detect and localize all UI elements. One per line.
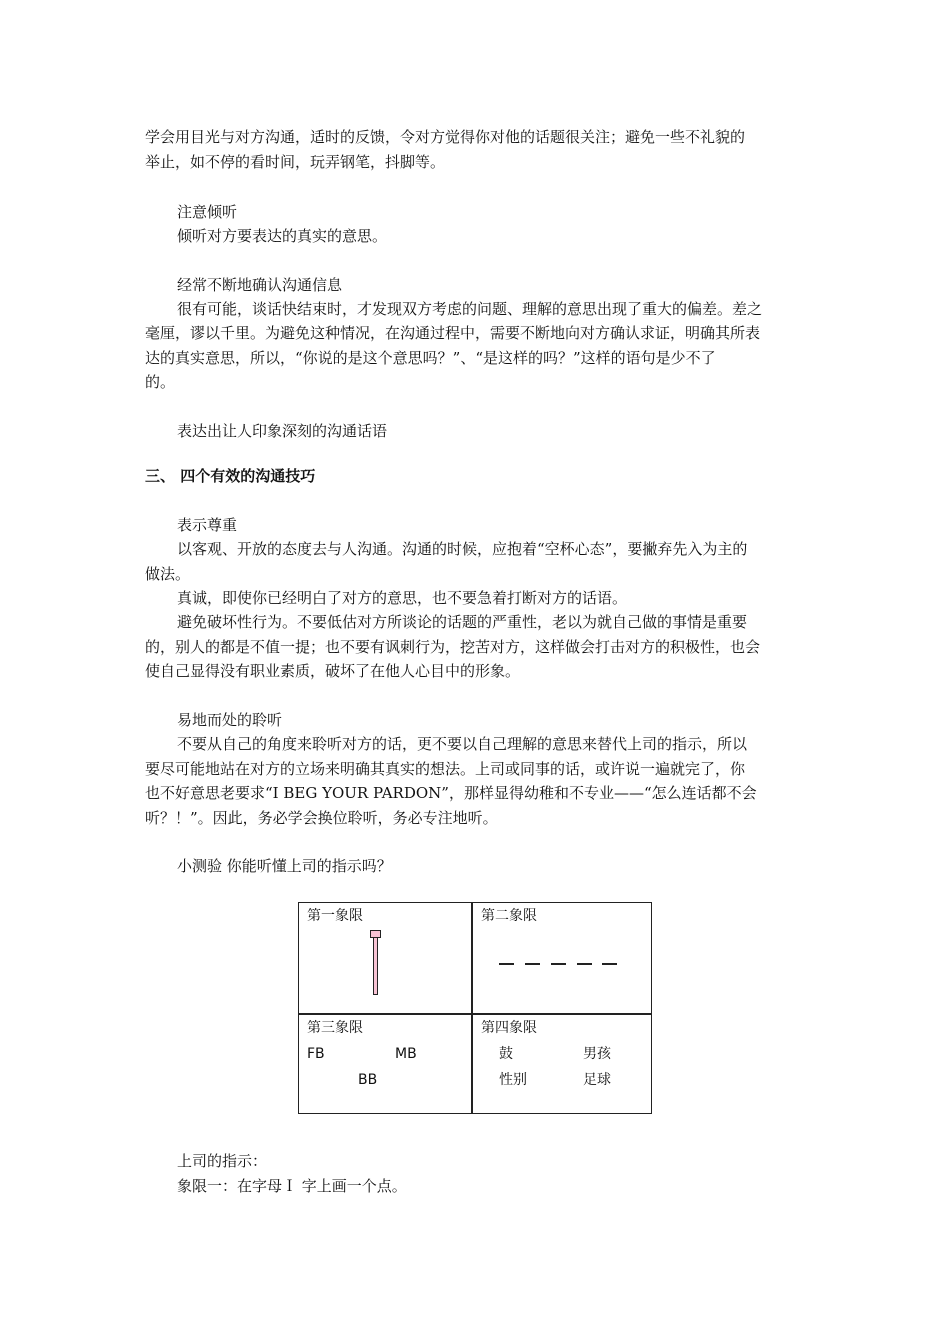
quadrant-2-title: 第二象限 [481,908,537,924]
paragraph-line: 举止，如不停的看时间，玩弄钢笔，抖脚等。 [145,153,446,171]
quadrant-3-item: MB [395,1046,417,1062]
quadrant-1-instruction: 象限一：在字母Ｉ 字上画一个点。 [177,1177,407,1195]
quiz-heading: 小测验 你能听懂上司的指示吗？ [177,857,392,875]
quadrant-4-item: 鼓 [499,1046,513,1062]
paragraph-line: 也不好意思老要求“I BEG YOUR PARDON”，那样显得幼稚和不专业——“怎么连话都不会 [145,784,757,802]
subheading-respect: 表示尊重 [177,516,238,534]
paragraph-line: 避免破坏性行为。不要低估对方所谈论的话题的严重性，老以为就自己做的事情是重要 [177,613,748,631]
quadrant-3-item: FB [307,1046,325,1062]
subheading-confirm: 经常不断地确认沟通信息 [177,276,343,294]
paragraph-line: 的。 [145,373,176,391]
paragraph-line: 达的真实意思，所以，“你说的是这个意思吗？”、“是这样的吗？”这样的语句是少不了 [145,349,716,367]
quadrant-4-item: 男孩 [583,1046,611,1062]
horizontal-divider [299,1013,651,1015]
paragraph-line: 听？！”。因此，务必学会换位聆听，务必专注地听。 [145,809,498,827]
subheading-listen: 注意倾听 [177,203,238,221]
dash-mark [577,963,592,965]
paragraph-line: 使自己显得没有职业素质，破坏了在他人心目中的形象。 [145,662,521,680]
paragraph-line: 做法。 [145,565,191,583]
paragraph-line: 学会用目光与对方沟通，适时的反馈，令对方觉得你对他的话题很关注；避免一些不礼貌的 [145,128,746,146]
dash-mark [602,963,617,965]
subheading-express: 表达出让人印象深刻的沟通话语 [177,422,388,440]
paragraph-line: 不要从自己的角度来聆听对方的话，更不要以自己理解的意思来替代上司的指示，所以 [177,735,748,753]
section-heading: 三、 四个有效的沟通技巧 [145,467,316,485]
paragraph-line: 要尽可能地站在对方的立场来明确其真实的想法。上司或同事的话，或许说一遍就完了，你 [145,760,746,778]
paragraph-line: 毫厘，谬以千里。为避免这种情况，在沟通过程中，需要不断地向对方确认求证，明确其所表 [145,324,761,342]
paragraph-line: 的，别人的都是不值一提；也不要有讽刺行为，挖苦对方，这样做会打击对方的积极性，也会 [145,638,761,656]
quadrant-4-item: 足球 [583,1072,611,1088]
quadrant-1-title: 第一象限 [307,908,363,924]
paragraph-line: 以客观、开放的态度去与人沟通。沟通的时候，应抱着“空杯心态”，要撇弃先入为主的 [177,540,748,558]
dash-mark [499,963,514,965]
dash-mark [525,963,540,965]
vertical-divider [471,903,473,1113]
quadrant-4-item: 性别 [499,1072,527,1088]
quadrant-table [298,902,652,1114]
paragraph-line: 真诚，即使你已经明白了对方的意思，也不要急着打断对方的话语。 [177,589,628,607]
paragraph-line: 很有可能，谈话快结束时，才发现双方考虑的问题、理解的意思出现了重大的偏差。差之 [177,300,763,318]
paragraph-line: 倾听对方要表达的真实的意思。 [177,227,388,245]
quadrant-4-title: 第四象限 [481,1020,537,1036]
quadrant-3-title: 第三象限 [307,1020,363,1036]
quadrant-3-item: BB [358,1072,378,1088]
letter-i-stroke [373,937,378,995]
dash-mark [551,963,566,965]
boss-instruction-heading: 上司的指示： [177,1152,268,1170]
subheading-empathy: 易地而处的聆听 [177,711,283,729]
